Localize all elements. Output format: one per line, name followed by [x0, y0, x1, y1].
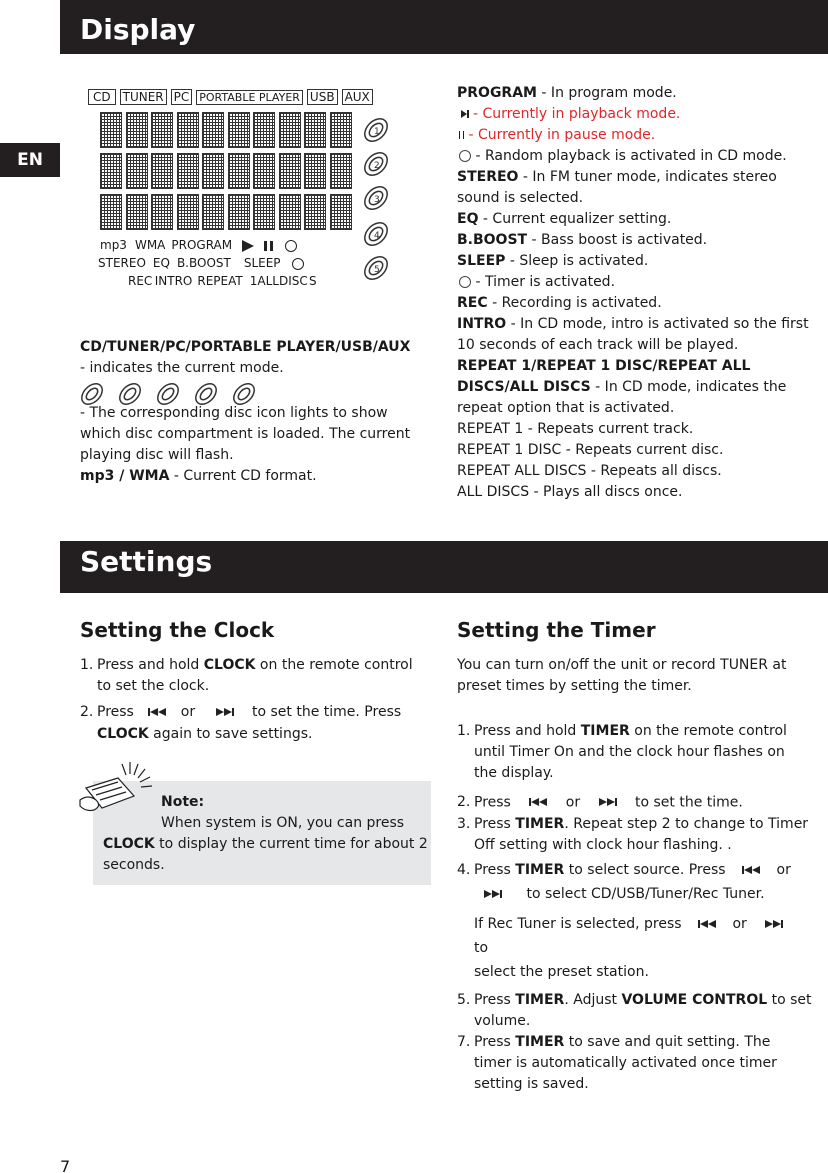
modes-text: - indicates the current mode. — [80, 360, 284, 376]
format-text: - Current CD format. — [169, 468, 317, 484]
repeat-label: REPEAT 1/REPEAT 1 DISC/REPEAT ALL DISCS/ALL DISCS — [457, 358, 751, 395]
bboost-label: B.BOOST — [457, 232, 528, 248]
lcd-segment-cell — [177, 153, 199, 189]
lcd-segment-cell — [100, 153, 122, 189]
repeat-line — [457, 356, 812, 419]
note-label: Note: — [161, 794, 205, 810]
skip-back-icon — [742, 858, 760, 882]
lcd-segment-cell — [202, 194, 224, 230]
display-section-title: Display — [60, 0, 828, 54]
lcd-segment-cell — [330, 194, 352, 230]
lcd-segment-cell — [202, 153, 224, 189]
lcd-disc: DISC — [278, 274, 308, 288]
disc-number-2: 2 — [374, 161, 380, 171]
random-line — [457, 146, 812, 167]
lcd-disc-icons — [358, 114, 394, 284]
lcd-segment-cell — [100, 194, 122, 230]
rec-text: - Recording is activated. — [487, 295, 662, 311]
timer-step-3 — [457, 814, 812, 856]
disc-text: - The corresponding disc icon lights to show which disc compartment is loaded. The current playing disc will flash. — [80, 405, 411, 463]
clock-step-2-rest: again to save settings. — [148, 726, 313, 742]
clock-section — [80, 617, 420, 745]
lcd-segment-cell — [228, 112, 250, 148]
clock-icon — [459, 276, 471, 288]
timer-step-1 — [457, 721, 812, 784]
timer-step-7-num: 7. — [457, 1033, 471, 1050]
lcd-source-portable: PORTABLE PLAYER — [196, 90, 303, 105]
skip-forward-icon — [216, 701, 234, 723]
settings-section-title: Settings — [60, 541, 828, 593]
lcd-program: PROGRAM — [171, 238, 233, 252]
lcd-indicator-row-2 — [98, 256, 304, 270]
lcd-segment-cell — [228, 153, 250, 189]
format-paragraph — [80, 466, 415, 487]
lcd-sleep: SLEEP — [243, 256, 281, 270]
lcd-pause-icon — [264, 241, 273, 251]
timer-or: or — [732, 915, 747, 932]
lcd-segment-cell — [126, 112, 148, 148]
repeat-option-2: REPEAT 1 DISC - Repeats current disc. — [457, 442, 724, 458]
lcd-segment-cell — [253, 153, 275, 189]
clock-step-2-mid: to set the time. Press — [252, 704, 402, 720]
lcd-segment-cell — [279, 112, 301, 148]
lcd-segment-cell — [177, 194, 199, 230]
display-left-text — [80, 337, 415, 487]
lcd-segment-cell — [279, 194, 301, 230]
lcd-clock-icon — [292, 258, 304, 270]
timer-step-4-rec — [474, 912, 812, 984]
sleep-label: SLEEP — [457, 253, 506, 269]
lcd-mp3: mp3 — [100, 238, 127, 252]
clock-step-1-rest: on the remote control to set the clock. — [97, 657, 413, 694]
lcd-segment-cell — [279, 153, 301, 189]
lcd-indicator-row-1 — [100, 238, 297, 252]
timer-step-5-key2: VOLUME CONTROL — [621, 991, 768, 1008]
lcd-segment-cell — [151, 153, 173, 189]
lcd-random-icon — [285, 240, 297, 252]
timer-step-5-mid: . Adjust — [564, 991, 622, 1008]
skip-forward-icon — [484, 882, 502, 906]
lcd-segment-cell — [304, 153, 326, 189]
timer-line — [457, 272, 812, 293]
program-text: - In program mode. — [536, 85, 677, 101]
lcd-play-icon — [242, 240, 254, 252]
timer-step-3-text: Press — [474, 815, 516, 832]
eq-text: - Current equalizer setting. — [478, 211, 672, 227]
timer-step-7-text: Press — [474, 1033, 516, 1050]
timer-step-5 — [457, 990, 812, 1032]
lcd-intro: INTRO — [154, 274, 193, 288]
timer-intro: You can turn on/off the unit or record TUNER at preset times by setting the timer. — [457, 657, 787, 694]
skip-back-icon — [148, 701, 166, 723]
lcd-stereo: STEREO — [98, 256, 146, 270]
sleep-text: - Sleep is activated. — [505, 253, 649, 269]
lcd-source-aux: AUX — [342, 89, 373, 105]
timer-step-5-key: TIMER — [515, 991, 565, 1008]
intro-label: INTRO — [457, 316, 507, 332]
timer-step-2-num: 2. — [457, 794, 471, 810]
note-rest — [103, 834, 428, 876]
timer-step-2-text: Press — [474, 794, 511, 811]
clock-step-2-text: Press — [97, 704, 134, 720]
clock-step-2-num: 2. — [80, 704, 94, 720]
modes-label: CD/TUNER/PC/PORTABLE PLAYER/USB/AUX — [80, 339, 411, 355]
rec-line — [457, 293, 812, 314]
lcd-segment-cell — [304, 112, 326, 148]
page-number: 7 — [60, 1157, 71, 1173]
bboost-line — [457, 230, 812, 251]
timer-step-4-preset: select the preset station. — [474, 963, 649, 980]
lcd-segment-cell — [151, 112, 173, 148]
lcd-source-pc: PC — [171, 89, 193, 105]
stereo-label: STEREO — [457, 169, 519, 185]
lcd-segment-cell — [253, 194, 275, 230]
rec-label: REC — [457, 295, 488, 311]
skip-back-icon — [698, 912, 716, 936]
lcd-segment-cell — [228, 194, 250, 230]
format-label: mp3 / WMA — [80, 468, 170, 484]
timer-step-3-num: 3. — [457, 815, 471, 832]
lcd-indicator-row-3 — [128, 274, 317, 288]
random-text: - Random playback is activated in CD mode. — [471, 148, 787, 164]
sleep-line — [457, 251, 812, 272]
clock-heading: Setting the Clock — [80, 618, 275, 642]
timer-or: or — [776, 861, 791, 878]
timer-step-3-rest: . Repeat step 2 to change to Timer Off setting with clock hour flashing. . — [474, 815, 809, 853]
eq-label: EQ — [457, 211, 479, 227]
lcd-repeat: REPEAT — [197, 274, 243, 288]
lcd-segment-cell — [330, 112, 352, 148]
timer-step-2 — [457, 792, 812, 814]
timer-or: or — [565, 794, 581, 811]
lcd-source-row — [88, 90, 373, 105]
lcd-segment-cell — [304, 194, 326, 230]
timer-step-7-end: setting is saved. — [474, 1075, 589, 1092]
stereo-line — [457, 167, 812, 209]
playback-text: - Currently in playback mode. — [468, 106, 681, 122]
timer-step-4-sources: to select CD/USB/Tuner/Rec Tuner. — [526, 885, 765, 902]
timer-step-1-key: TIMER — [580, 723, 630, 739]
lcd-segment-cell — [202, 112, 224, 148]
stereo-text: - In FM tuner mode, indicates stereo sound is selected. — [457, 169, 777, 206]
timer-step-3-key: TIMER — [515, 815, 565, 832]
eq-line — [457, 209, 812, 230]
lcd-source-tuner: TUNER — [120, 89, 167, 105]
intro-line — [457, 314, 812, 356]
repeat-option-3: REPEAT ALL DISCS - Repeats all discs. — [457, 463, 722, 479]
timer-step-5-rest: to set volume. — [474, 991, 812, 1029]
lcd-wma: WMA — [134, 238, 166, 252]
display-right-text — [457, 83, 812, 503]
timer-section — [457, 617, 812, 1095]
skip-forward-icon — [599, 792, 617, 813]
lcd-source-usb: USB — [307, 89, 338, 105]
note-key: CLOCK — [103, 836, 155, 852]
timer-step-1-text: Press and hold — [474, 723, 581, 739]
note-first-line — [103, 792, 428, 813]
skip-back-icon — [529, 792, 547, 813]
lcd-segment-cell — [177, 112, 199, 148]
repeat-option-4: ALL DISCS - Plays all discs once. — [457, 484, 683, 500]
random-icon — [459, 150, 471, 162]
clock-step-2-key: CLOCK — [97, 726, 149, 742]
note-content — [103, 792, 428, 876]
lcd-segment-cell — [253, 112, 275, 148]
timer-step-7-rest: to save and quit setting. The timer is automatically activated once timer — [474, 1033, 777, 1071]
disc-number-5: 5 — [374, 265, 380, 275]
lcd-segment-cell — [151, 194, 173, 230]
disc-number-4: 4 — [374, 231, 380, 241]
clock-step-1-key: CLOCK — [203, 657, 256, 673]
timer-step-4-rec-text: If Rec Tuner is selected, press — [474, 915, 682, 932]
playback-line — [457, 104, 812, 125]
clock-or: or — [180, 704, 196, 720]
repeat-option-1: REPEAT 1 - Repeats current track. — [457, 421, 694, 437]
lcd-eq: EQ — [152, 256, 170, 270]
timer-step-4-text: Press — [474, 861, 516, 878]
note-second-line: When system is ON, you can press — [161, 815, 405, 831]
timer-step-7 — [457, 1032, 812, 1095]
timer-step-2-rest: to set the time. — [635, 794, 743, 811]
timer-step-4 — [457, 858, 812, 984]
program-label: PROGRAM — [457, 85, 537, 101]
disc-number-3: 3 — [374, 195, 380, 205]
lcd-segment-cell — [330, 153, 352, 189]
timer-step-4-to: to — [474, 939, 489, 956]
timer-text: - Timer is activated. — [471, 274, 616, 290]
timer-step-5-num: 5. — [457, 991, 471, 1008]
note-text: to display the current time for about 2 seconds. — [103, 836, 428, 873]
lcd-rec: REC — [128, 274, 153, 288]
clock-step-2 — [80, 701, 420, 745]
pause-line — [457, 125, 812, 146]
clock-step-1-num: 1. — [80, 657, 94, 673]
timer-step-1-rest: on the remote control until Timer On and the clock hour flashes on the display. — [474, 723, 787, 781]
timer-step-4-key: TIMER — [515, 861, 565, 878]
timer-step-4-num: 4. — [457, 861, 471, 878]
lcd-s: S — [308, 274, 317, 288]
intro-text: - In CD mode, intro is activated so the first 10 seconds of each track will be played. — [457, 316, 809, 353]
lcd-repeat-1: 1 — [249, 274, 258, 288]
lcd-segment-cell — [126, 153, 148, 189]
timer-step-1-num: 1. — [457, 723, 471, 739]
timer-step-5-text: Press — [474, 991, 516, 1008]
lcd-segment-cell — [126, 194, 148, 230]
clock-step-1 — [80, 655, 420, 697]
timer-step-7-key: TIMER — [515, 1033, 565, 1050]
lcd-bboost: B.BOOST — [176, 256, 231, 270]
skip-forward-icon — [765, 912, 783, 936]
lcd-all: ALL — [257, 274, 279, 288]
clock-step-1-text: Press and hold — [97, 657, 204, 673]
bboost-text: - Bass boost is activated. — [527, 232, 708, 248]
pause-text: - Currently in pause mode. — [464, 127, 656, 143]
disc-number-1: 1 — [374, 127, 380, 137]
lcd-source-cd: CD — [88, 89, 116, 105]
timer-step-4-mid: to select source. Press — [564, 861, 726, 878]
modes-paragraph — [80, 337, 415, 379]
language-tab: EN — [0, 143, 60, 177]
program-line — [457, 83, 812, 104]
lcd-segment-cell — [100, 112, 122, 148]
timer-heading: Setting the Timer — [457, 618, 656, 642]
repeat-text: - In CD mode, indicates the repeat option that is activated. — [457, 379, 787, 416]
